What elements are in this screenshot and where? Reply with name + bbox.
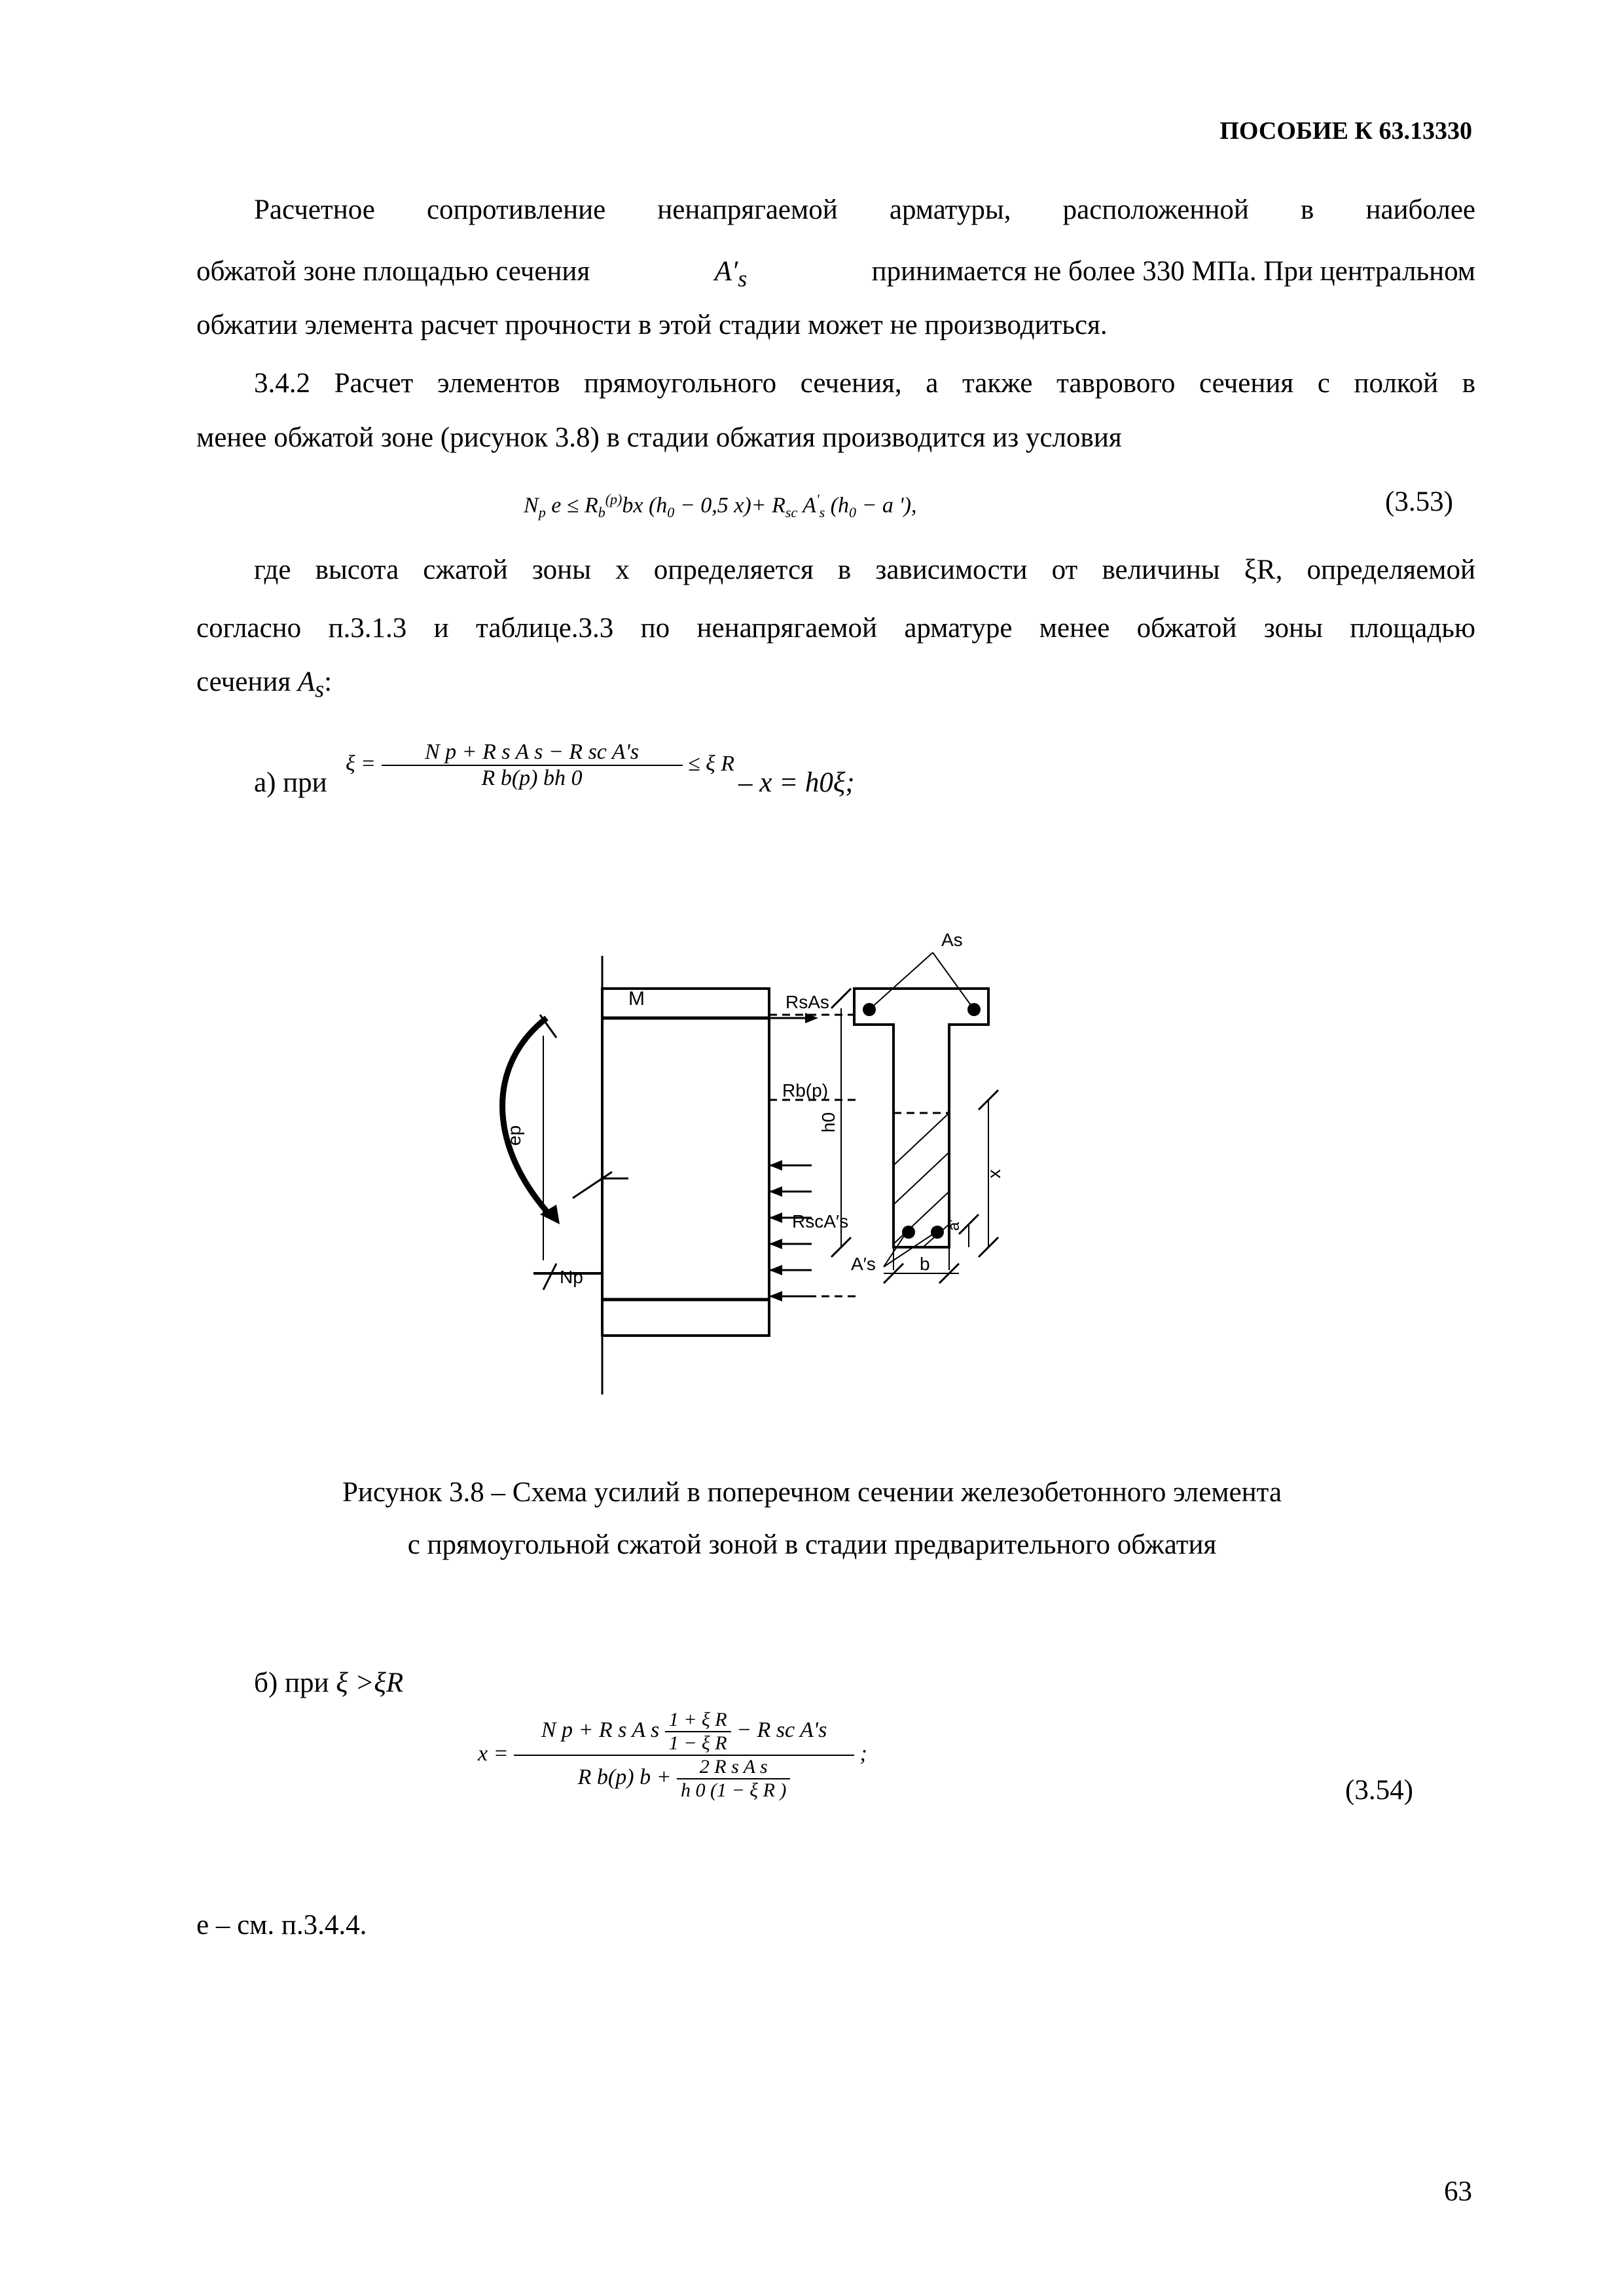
label-np: Np	[560, 1267, 583, 1287]
label-m: M	[628, 988, 645, 1010]
page-number: 63	[1444, 2176, 1472, 2207]
footnote-e: e – см. п.3.4.4.	[196, 1910, 367, 1941]
label-a-prime: a′	[945, 1219, 963, 1231]
bottom-right-bar	[931, 1226, 944, 1239]
paragraph3-line1: где высота сжатой зоны x определяется в зависимости от величины ξR, определяемой	[254, 555, 1475, 585]
paragraph1-line2-b: принимается не более 330 МПа. При центральном	[871, 256, 1475, 287]
figure-3-8	[425, 917, 1342, 1414]
figure-caption-line1: Рисунок 3.8 – Схема усилий в поперечном сечении железобетонного элемента	[342, 1477, 1282, 1508]
equation-3-54: x = N p + R s A s $\frac{\text{1 + ξ R}}{\text{1 − ξ R}}$ − R sc A's R b(p) b + $\frac{\text{2 R s A s}}{\text{h 0 (1 − ξ R )}}$ ;	[478, 1709, 867, 1801]
label-as-top: As	[941, 930, 963, 950]
page-header: ПОСОБИЕ К 63.13330	[1219, 117, 1472, 145]
case-a-numerator: N p + R s A s − R sc A's	[424, 740, 640, 764]
paragraph2-line2: менее обжатой зоне (рисунок 3.8) в стадии обжатия производится из условия	[196, 422, 1122, 453]
paragraph1-symbol: $A'_s$	[714, 256, 748, 292]
equation-3-53: $N_p$ $e \le R_b^{(p)}bx$ ($h_0 - 0,5$ $x)+ R_{sc}$ $A'_s$ ($h_0 - a$ '),	[524, 491, 917, 521]
equation-3-54-number: (3.54)	[1345, 1775, 1413, 1806]
t-section-outline	[854, 989, 988, 1247]
paragraph1-line1: Расчетное сопротивление ненапрягаемой арматуры, расположенной в наиболее	[254, 194, 1475, 225]
case-a-denominator: R b(p) bh 0	[382, 765, 683, 791]
paragraph1-line2	[196, 255, 1475, 293]
paragraph2-line1: 3.4.2 Расчет элементов прямоугольного сечения, а также таврового сечения с полкой в	[254, 368, 1475, 399]
paragraph1-line2-a: обжатой зоне площадью сечения	[196, 256, 590, 287]
label-rb-p: Rb(p)	[782, 1080, 829, 1101]
paragraph3-line3: сечения $A_s$:	[196, 666, 333, 702]
paragraph1-line3: обжатии элемента расчет прочности в этой стадии может не производиться.	[196, 310, 1108, 340]
case-a-formula: ξ = $\frac{\text{N p + R s A s − R sc A's}}{\text{R b(p) bh 0}}$ ≤ ξ R	[346, 740, 735, 790]
case-b-condition: ξ >ξR	[336, 1667, 404, 1698]
label-rs-as: RsAs	[785, 992, 829, 1012]
case-b-label: б) при ξ >ξR	[254, 1667, 404, 1698]
moment-arc	[503, 1018, 547, 1211]
break-line	[573, 1172, 628, 1198]
label-x: x	[984, 1169, 1004, 1178]
case-a-label: а) при	[254, 767, 327, 798]
label-rsc-as: RscA′s	[792, 1211, 849, 1231]
left-section-outline	[602, 989, 769, 1336]
label-ep: ep	[504, 1125, 524, 1146]
paragraph3-line2: согласно п.3.1.3 и таблице.3.3 по ненапрягаемой арматуре менее обжатой зоны площадью	[196, 613, 1475, 644]
equation-3-53-number: (3.53)	[1385, 486, 1453, 517]
case-a-result: – x = h0ξ;	[738, 767, 855, 798]
figure-caption-line2: с прямоугольной сжатой зоной в стадии предварительного обжатия	[407, 1529, 1217, 1560]
label-as-bottom: A′s	[851, 1254, 876, 1274]
label-h0: h0	[818, 1112, 839, 1133]
label-b: b	[920, 1254, 930, 1274]
